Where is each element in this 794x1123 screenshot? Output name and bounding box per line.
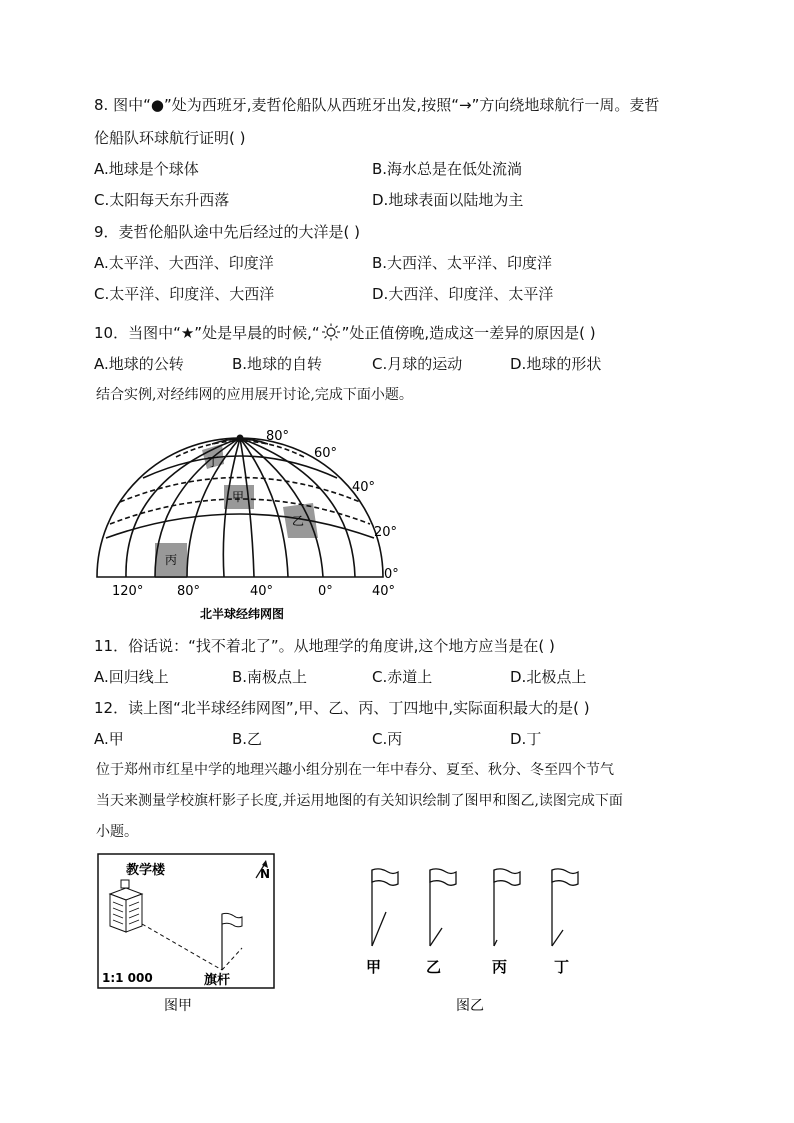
lon-label-40-east: 40° (372, 584, 396, 599)
q12-option-a: A.甲 (94, 730, 124, 748)
building-label: 教学楼 (126, 863, 166, 878)
lon-label-40: 40° (250, 584, 274, 599)
figure-jia-map (96, 852, 280, 1022)
intro-flagpole-line2: 当天来测量学校旗杆影子长度,并运用地图的有关知识绘制了图甲和图乙,读图完成下面 (96, 793, 623, 809)
q10-option-c: C.月球的运动 (372, 355, 463, 373)
flag-label-yi: 乙 (426, 958, 442, 976)
q11-option-d: D.北极点上 (510, 668, 587, 686)
cell-label-yi: 乙 (292, 514, 305, 528)
lon-label-120: 120° (112, 584, 144, 599)
q10-option-a: A.地球的公转 (94, 355, 184, 373)
north-label: N (260, 867, 271, 881)
grid-figure-caption: 北半球经纬网图 (200, 607, 285, 621)
q11-stem: 11．俗话说：“找不着北了”。从地理学的角度讲,这个地方应当是在( ) (94, 637, 555, 655)
flag-jia-icon (372, 869, 398, 946)
cell-label-bing: 丙 (165, 553, 178, 567)
q10-stem-part2: ”处正值傍晚,造成这一差异的原因是( ) (341, 324, 596, 342)
map-scale: 1:1 000 (102, 971, 153, 985)
intro-flagpole-line1: 位于郑州市红星中学的地理兴趣小组分别在一年中春分、夏至、秋分、冬至四个节气 (96, 762, 614, 778)
q9-option-d: D.大西洋、印度洋、太平洋 (372, 285, 554, 303)
q10-option-d: D.地球的形状 (510, 355, 602, 373)
figure-jia-caption: 图甲 (164, 998, 192, 1014)
q8-stem-line2: 伦船队环球航行证明( ) (94, 129, 246, 147)
q11-option-b: B.南极点上 (232, 668, 308, 686)
lat-label-80: 80° (266, 429, 290, 444)
northern-hemisphere-grid-figure (90, 420, 410, 630)
q12-option-b: B.乙 (232, 730, 263, 748)
intro-flagpole-line3: 小题。 (96, 824, 138, 840)
q11-option-a: A.回归线上 (94, 668, 169, 686)
q12-stem: 12．读上图“北半球经纬网图”,甲、乙、丙、丁四地中,实际面积最大的是( ) (94, 699, 590, 717)
figure-yi-shadows (358, 860, 598, 1020)
q8-option-c: C.太阳每天东升西落 (94, 191, 230, 209)
q9-option-c: C.太平洋、印度洋、大西洋 (94, 285, 275, 303)
flagpole-label: 旗杆 (204, 973, 231, 988)
q9-option-a: A.太平洋、大西洋、印度洋 (94, 254, 274, 272)
q11-option-c: C.赤道上 (372, 668, 433, 686)
flag-label-bing: 丙 (492, 958, 508, 976)
q10-stem (94, 322, 596, 344)
q9-option-b: B.大西洋、太平洋、印度洋 (372, 254, 553, 272)
q8-stem-line1: 8. 图中“●”处为西班牙,麦哲伦船队从西班牙出发,按照“→”方向绕地球航行一周。麦哲 (94, 96, 660, 114)
q8-option-b: B.海水总是在低处流淌 (372, 160, 523, 178)
q10-stem-part1: 10．当图中“★”处是早晨的时候,“ (94, 324, 320, 342)
q12-option-d: D.丁 (510, 730, 542, 748)
lat-label-40: 40° (352, 480, 376, 495)
flag-label-jia: 甲 (366, 958, 382, 976)
flag-yi-icon (430, 869, 456, 946)
lat-label-60: 60° (314, 446, 338, 461)
q10-option-b: B.地球的自转 (232, 355, 323, 373)
q8-option-d: D.地球表面以陆地为主 (372, 191, 524, 209)
sun-icon (320, 323, 342, 341)
cell-label-jia: 甲 (232, 490, 245, 504)
lat-label-20: 20° (374, 525, 398, 540)
cell-label-ding: 丁 (207, 455, 220, 469)
north-pole-dot (237, 435, 244, 442)
flag-bing-icon (494, 869, 520, 946)
lat-label-0: 0° (384, 567, 399, 582)
q12-option-c: C.丙 (372, 730, 403, 748)
lat-20 (106, 514, 374, 538)
lon-label-0: 0° (318, 584, 333, 599)
q9-stem: 9．麦哲伦船队途中先后经过的大洋是( ) (94, 223, 361, 241)
flag-label-ding: 丁 (554, 958, 570, 976)
q8-option-a: A.地球是个球体 (94, 160, 199, 178)
intro-grid: 结合实例,对经纬网的应用展开讨论,完成下面小题。 (96, 387, 413, 403)
flag-ding-icon (552, 869, 578, 946)
figure-yi-caption: 图乙 (456, 998, 484, 1014)
lon-label-80: 80° (177, 584, 201, 599)
